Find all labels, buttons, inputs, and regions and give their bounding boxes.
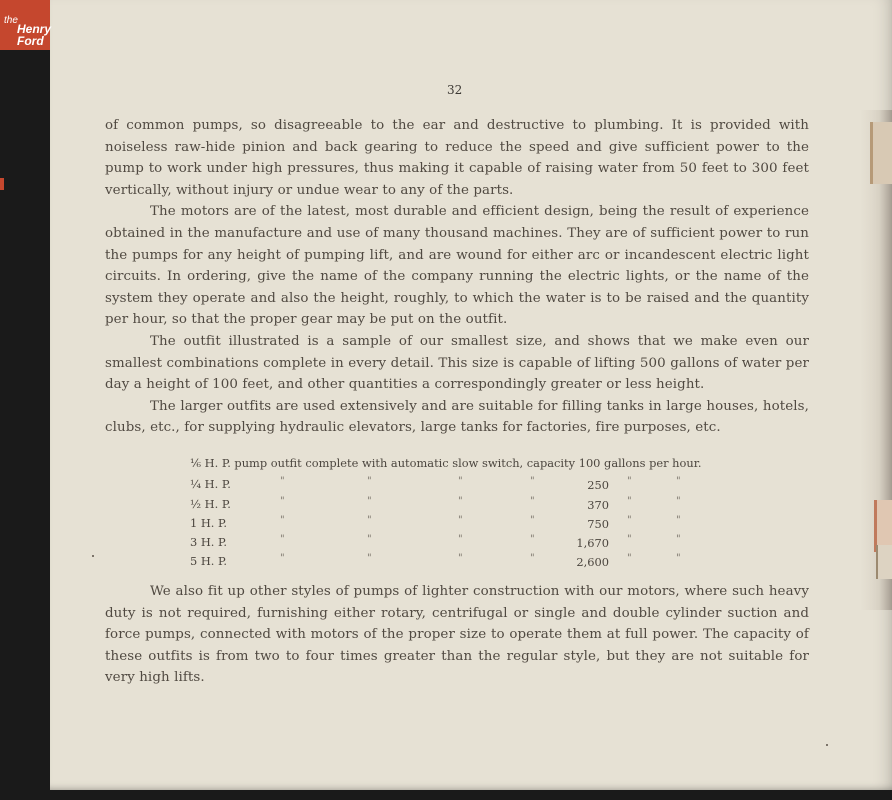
- table-header-text: ⅙ H. P. pump outfit complete with automatic slow switch, capacity 100 gallons per hour.: [190, 456, 702, 470]
- ditto-mark: ": [458, 534, 463, 546]
- logo-text-ford: Ford: [17, 34, 44, 48]
- table-header-row: [190, 456, 750, 475]
- ditto-mark: ": [458, 514, 463, 526]
- ditto-mark: ": [280, 534, 285, 546]
- table-row: [190, 495, 750, 514]
- ditto-mark: ": [676, 553, 681, 565]
- logo-text-henry: Henry: [17, 22, 52, 36]
- ditto-mark: ": [676, 514, 681, 526]
- capacity-cell: 1,670: [576, 536, 609, 551]
- ditto-mark: ": [530, 476, 535, 488]
- capacity-cell: 250: [587, 478, 609, 493]
- ditto-mark: ": [458, 476, 463, 488]
- capacity-cell: 370: [587, 497, 609, 512]
- ditto-mark: ": [627, 476, 632, 488]
- table-row: [190, 475, 750, 494]
- ditto-mark: ": [280, 495, 285, 507]
- ditto-mark: ": [530, 534, 535, 546]
- capacity-cell: 2,600: [576, 555, 609, 570]
- paragraph: The outfit illustrated is a sample of our smallest size, and shows that we make even our smallest combinations complete in every detail. This size is capable of lifting 500 gallons of water per day a height of 100 feet, and other quantities a correspondingly greater or less height.: [105, 333, 809, 393]
- ditto-mark: ": [676, 534, 681, 546]
- ditto-mark: ": [530, 514, 535, 526]
- paragraph: The larger outfits are used extensively and are suitable for filling tanks in large houses, hotels, clubs, etc., for supplying hydraulic elevators, large tanks for factories, fire purposes, etc.: [105, 398, 809, 436]
- ditto-mark: ": [367, 553, 372, 565]
- table-row: [190, 514, 750, 533]
- ditto-mark: ": [458, 553, 463, 565]
- page-edge-tab: [876, 545, 892, 579]
- logo-text-the: the: [4, 15, 18, 26]
- edge-marker: [0, 178, 4, 190]
- paragraph: We also fit up other styles of pumps of lighter construction with our motors, where such heavy duty is not required, furnishing either rotary, centrifugal or single and double cylinder suction and force pumps, connected with motors of the proper size to operate them at full power. The capacity of these outfits is from two to four times greater than the regular style, but they are not suitable for very high lifts.: [105, 584, 809, 686]
- ditto-mark: ": [676, 495, 681, 507]
- page-edge-tab: [870, 122, 892, 184]
- hp-cell: 3 H. P.: [190, 535, 228, 550]
- print-speck: [92, 555, 94, 557]
- print-speck: [826, 744, 828, 746]
- henry-ford-logo: [0, 0, 50, 50]
- ditto-mark: ": [280, 553, 285, 565]
- body-text: [105, 115, 809, 439]
- table-row: [190, 552, 750, 571]
- paragraph: The motors are of the latest, most durable and efficient design, being the result of experience obtained in the manufacture and use of many thousand machines. They are of sufficient power to run the pumps for any height of pumping lift, and are wound for either arc or incandescent electric light circuits. In ordering, give the name of the company running the electric lights, or the name of the system they operate and also the height, roughly, to which the water is to be raised and the quantity per hour, so that the proper gear may be put on the outfit.: [105, 204, 809, 328]
- hp-cell: ½ H. P.: [190, 496, 231, 511]
- table-row: [190, 533, 750, 552]
- ditto-mark: ": [367, 514, 372, 526]
- ditto-mark: ": [627, 495, 632, 507]
- ditto-mark: ": [280, 514, 285, 526]
- ditto-mark: ": [627, 553, 632, 565]
- ditto-mark: ": [367, 495, 372, 507]
- hp-cell: ¼ H. P.: [190, 477, 231, 492]
- ditto-mark: ": [676, 476, 681, 488]
- page-number: 32: [447, 83, 463, 97]
- ditto-mark: ": [627, 514, 632, 526]
- ditto-mark: ": [627, 534, 632, 546]
- closing-text: [105, 581, 809, 689]
- paragraph: of common pumps, so disagreeable to the ear and destructive to plumbing. It is provided with noiseless raw-hide pinion and back gearing to reduce the speed and give sufficient power to the pump to work under high pressures, thus making it capable of raising water from 50 feet to 300 feet vertically, without injury or undue wear to any of the parts.: [105, 118, 809, 198]
- capacity-cell: 750: [587, 516, 609, 531]
- ditto-mark: ": [367, 534, 372, 546]
- ditto-mark: ": [367, 476, 372, 488]
- ditto-mark: ": [280, 476, 285, 488]
- capacity-table: [190, 456, 750, 572]
- hp-cell: 5 H. P.: [190, 554, 228, 569]
- ditto-mark: ": [530, 553, 535, 565]
- hp-cell: 1 H. P.: [190, 515, 228, 530]
- ditto-mark: ": [530, 495, 535, 507]
- ditto-mark: ": [458, 495, 463, 507]
